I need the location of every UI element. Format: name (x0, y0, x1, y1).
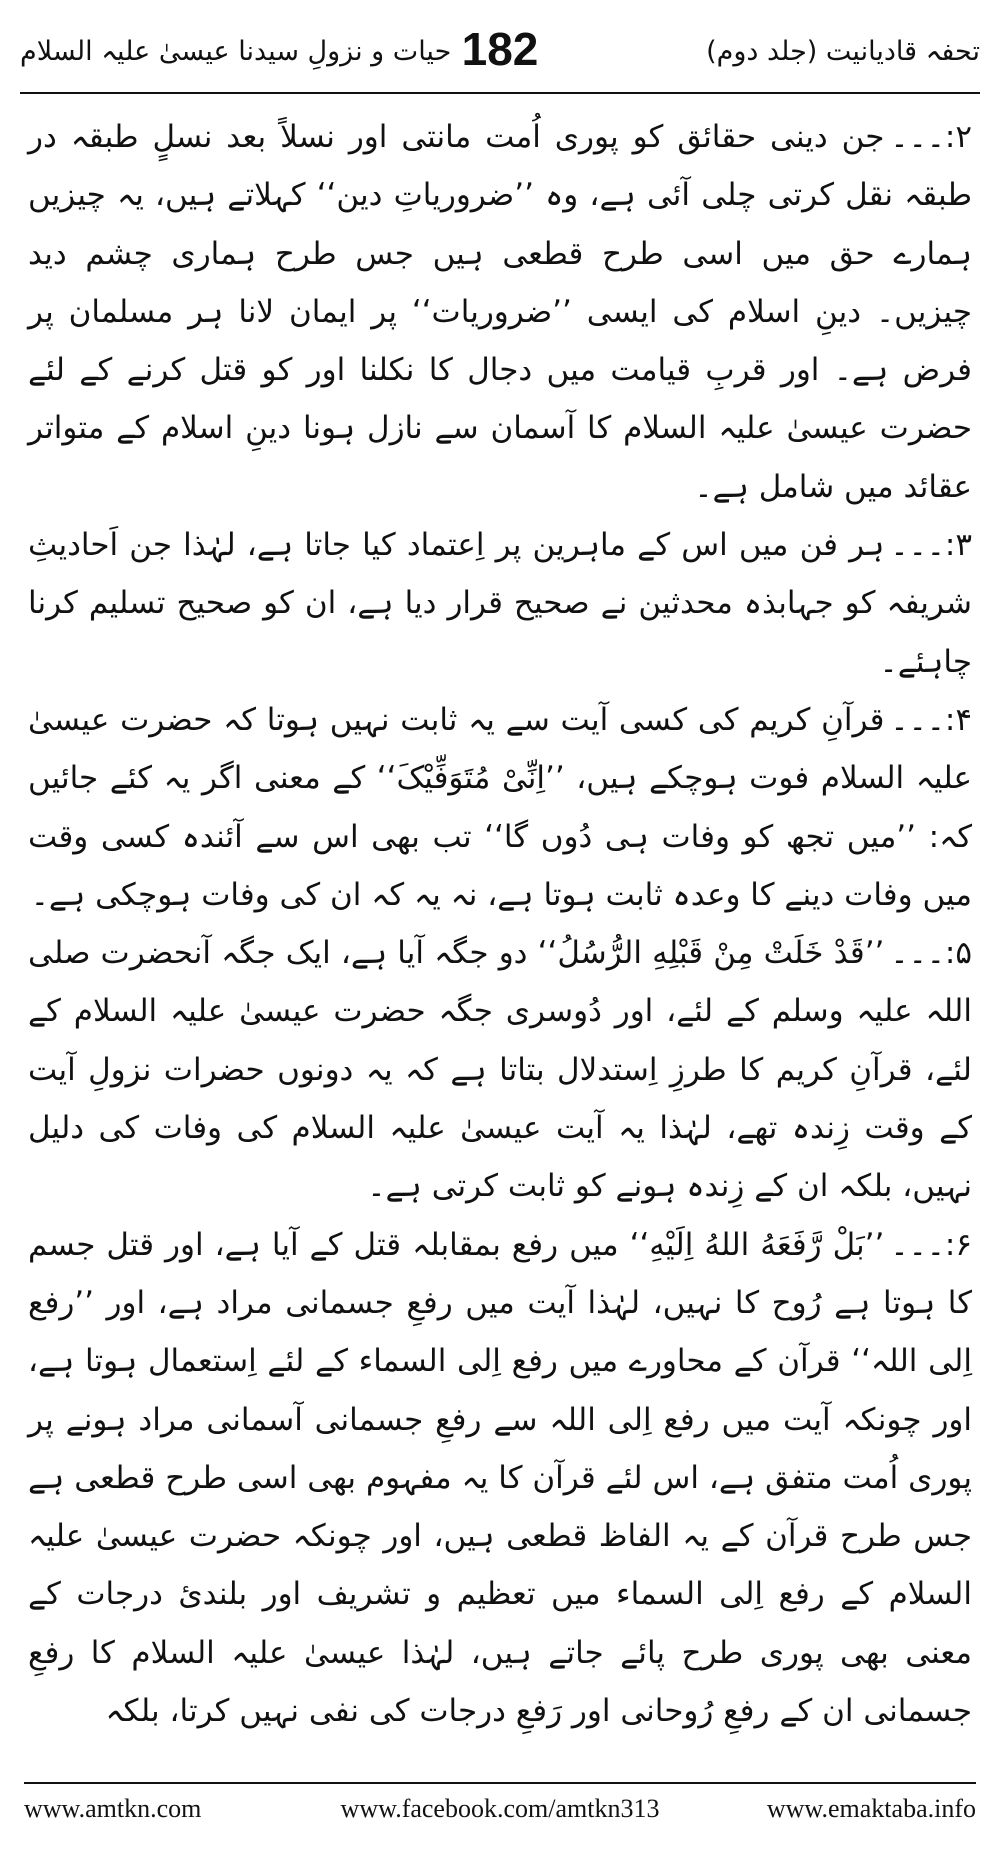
paragraph-2 (28, 108, 972, 516)
paragraph-4 (28, 691, 972, 924)
book-title: تحفہ قادیانیت (جلد دوم) (706, 36, 980, 67)
page-body (28, 108, 972, 1740)
paragraph-5 (28, 924, 972, 1215)
paragraph-6 (28, 1216, 972, 1741)
footer-link-emaktaba[interactable]: www.emaktaba.info (766, 1794, 976, 1823)
paragraph-text: جن دینی حقائق کو پوری اُمت مانتی اور نسلاً بعد نسلٍ طبقہ در طبقہ نقل کرتی چلی آئی ہے، وہ ’’ضروریاتِ دین‘‘ کہلاتے ہیں، یہ چیزیں ہمارے حق میں اسی طرح قطعی ہیں جس طرح ہماری چشم دید چیزیں۔ دینِ اسلام کی ایسی ’’ضروریات‘‘ پر ایمان لانا ہر مسلمان پر فرض ہے۔ اور قربِ قیامت میں دجال کا نکلنا اور کو قتل کرنے کے لئے حضرت عیسیٰ علیہ السلام کا آسمان سے نازل ہونا دینِ اسلام کے متواتر عقائد میں شامل ہے۔ (28, 119, 972, 505)
paragraph-number: ۶:۔۔۔ (890, 1226, 972, 1263)
paragraph-text: قرآنِ کریم کی کسی آیت سے یہ ثابت نہیں ہوتا کہ حضرت عیسیٰ علیہ السلام فوت ہوچکے ہیں، ’’اِنِّیْ مُتَوَفِّیْکَ‘‘ کے معنی اگر یہ کئے جائیں کہ: ’’میں تجھ کو وفات ہی دُوں گا‘‘ تب بھی اس سے آئندہ کسی وقت میں وفات دینے کا وعدہ ثابت ہوتا ہے، نہ یہ کہ ان کی وفات ہوچکی ہے۔ (28, 701, 972, 913)
paragraph-number: ۲:۔۔۔ (890, 119, 972, 155)
page-number: 182 (461, 23, 539, 75)
footer-link-facebook[interactable]: www.facebook.com/amtkn313 (340, 1794, 660, 1823)
page-footer (24, 1782, 976, 1840)
footer-link-amtkn[interactable]: www.amtkn.com (24, 1794, 202, 1823)
running-header (20, 22, 980, 94)
paragraph-text: ’’بَلْ رَّفَعَهُ اللهُ اِلَيْهِ‘‘ میں رفع بمقابلہ قتل کے آیا ہے، اور قتل جسم کا ہوتا ہے رُوح کا نہیں، لہٰذا آیت میں رفعِ جسمانی مراد ہے، اور ’’رفع اِلی اللہ‘‘ قرآن کے محاورے میں رفع اِلی السماء کے لئے اِستعمال ہوتا ہے، اور چونکہ آیت میں رفع اِلی اللہ سے رفعِ جسمانی آسمانی مراد ہونے پر پوری اُمت متفق ہے، اس لئے قرآن کا یہ مفہوم بھی اسی طرح قطعی ہے جس طرح قرآن کے یہ الفاظ قطعی ہیں، اور چونکہ حضرت عیسیٰ علیہ السلام کے رفع اِلی السماء میں تعظیم و تشریف اور بلندیٔ درجات کے معنی بھی پوری طرح پائے جاتے ہیں، لہٰذا عیسیٰ علیہ السلام کا رفعِ جسمانی ان کے رفعِ رُوحانی اور رَفعِ درجات کی نفی نہیں کرتا، بلکہ (28, 1226, 972, 1730)
paragraph-3 (28, 516, 972, 691)
paragraph-number: ۴:۔۔۔ (890, 701, 972, 738)
paragraph-text: ہر فن میں اس کے ماہرین پر اِعتماد کیا جاتا ہے، لہٰذا جن اَحادیثِ شریفہ کو جہابذہ محدثین نے صحیح قرار دیا ہے، ان کو صحیح تسلیم کرنا چاہئے۔ (28, 527, 972, 680)
paragraph-number: ۳:۔۔۔ (890, 527, 972, 564)
paragraph-number: ۵:۔۔۔ (890, 935, 972, 972)
chapter-title: حیات و نزولِ سیدنا عیسیٰ علیہ السلام (20, 36, 452, 67)
paragraph-text: ’’قَدْ خَلَتْ مِنْ قَبْلِهِ الرُّسُلُ‘‘ دو جگہ آیا ہے، ایک جگہ آنحضرت صلی اللہ علیہ وسلم کے لئے، اور دُوسری جگہ حضرت عیسیٰ علیہ السلام کے لئے، قرآنِ کریم کا طرزِ اِستدلال بتاتا ہے کہ یہ دونوں حضرات نزولِ آیت کے وقت زِندہ تھے، لہٰذا یہ آیت عیسیٰ علیہ السلام کی وفات کی دلیل نہیں، بلکہ ان کے زِندہ ہونے کو ثابت کرتی ہے۔ (28, 935, 972, 1205)
